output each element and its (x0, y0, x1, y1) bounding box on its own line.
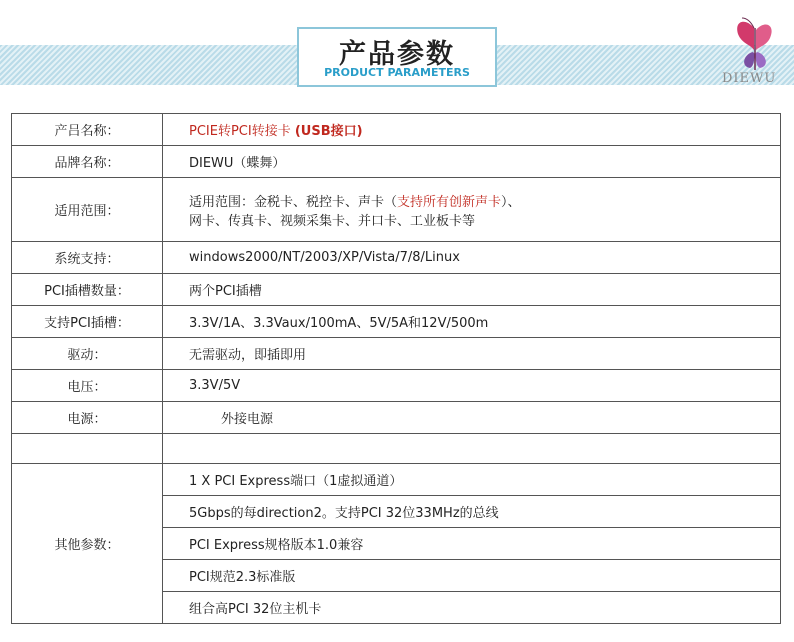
row-value-voltage: 3.3V/5V (163, 370, 781, 402)
table-row-empty (12, 434, 781, 464)
table-row (12, 338, 781, 370)
other-item: PCI规范2.3标准版 (163, 560, 781, 592)
row-label-other: 其他参数： (12, 464, 163, 624)
parameters-table (11, 113, 781, 624)
row-label-slots: PCI插槽数量： (12, 274, 163, 306)
row-label-scope: 适用范围： (12, 178, 163, 242)
scope-text-highlight: 支持所有创新声卡 (397, 194, 502, 210)
product-name-usb: (USB接口) (294, 124, 363, 139)
row-value-scope (163, 178, 781, 242)
empty-value-cell (163, 434, 781, 464)
page-subtitle: PRODUCT PARAMETERS (324, 66, 470, 79)
logo-text: DIEWU (722, 71, 777, 86)
row-value-driver: 无需驱动，即插即用 (163, 338, 781, 370)
power-text: 外接电源 (221, 412, 274, 427)
row-label-support: 支持PCI插槽： (12, 306, 163, 338)
row-label-power: 电源： (12, 402, 163, 434)
scope-line-2: 网卡、传真卡、视频采集卡、并口卡、工业板卡等 (189, 213, 476, 229)
row-label-voltage: 电压： (12, 370, 163, 402)
row-value-brand: DIEWU（蝶舞） (163, 146, 781, 178)
row-value-os: windows2000/NT/2003/XP/Vista/7/8/Linux (163, 242, 781, 274)
row-label-os: 系统支持： (12, 242, 163, 274)
row-value-support: 3.3V/1A、3.3Vaux/100mA、5V/5A和12V/500m (163, 306, 781, 338)
row-label-brand: 品牌名称： (12, 146, 163, 178)
other-item: 1 X PCI Express端口（1虚拟通道） (163, 464, 781, 496)
table-row (12, 274, 781, 306)
header-banner (0, 0, 794, 100)
product-name-text: PCIE转PCI转接卡 (189, 124, 291, 139)
other-item: 5Gbps的每direction2。支持PCI 32位33MHz的总线 (163, 496, 781, 528)
title-box (297, 27, 497, 87)
page-title: 产品参数 (339, 39, 455, 70)
row-label-name: 产吕名称： (12, 114, 163, 146)
table-row (12, 114, 781, 146)
other-item: PCI Express规格版本1.0兼容 (163, 528, 781, 560)
other-item: 组合高PCI 32位主机卡 (163, 592, 781, 624)
scope-text-a: 适用范围：金税卡、税控卡、声卡（ (189, 194, 398, 210)
scope-text-c: ）、 (501, 194, 521, 210)
row-value-slots: 两个PCI插槽 (163, 274, 781, 306)
row-label-driver: 驱动： (12, 338, 163, 370)
scope-line-1 (189, 191, 780, 210)
table-row (12, 402, 781, 434)
table-row (12, 242, 781, 274)
table-row (12, 370, 781, 402)
table-row (12, 464, 781, 496)
empty-label-cell (12, 434, 163, 464)
row-value-name (163, 114, 781, 146)
table-row (12, 178, 781, 242)
table-row (12, 146, 781, 178)
row-value-power (163, 402, 781, 434)
table-row (12, 306, 781, 338)
